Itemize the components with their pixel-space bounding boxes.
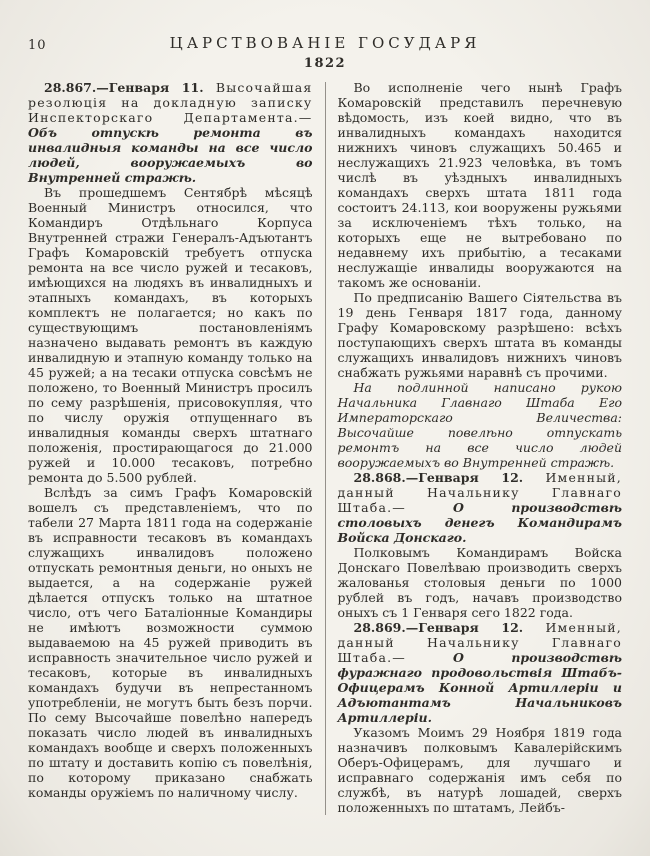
- entry-descriptor: Именный, данный Начальнику Главнаго Штаба.—: [337, 620, 622, 665]
- page-number: 10: [28, 38, 47, 53]
- paragraph: Вслѣдъ за симъ Графъ Комаровскій вошелъ съ представленіемъ, что по табели 27 Марта 1811 года на содержаніе въ исправности тесаковъ въ командахъ служащихъ инвалидовъ положено отпускать ремонтныя деньги, но оныхъ не выдается, а на содержаніе ружей дѣлается отпускъ только на штатное число, отъ чего Баталіонные Командиры не имѣютъ возможности суммою выдаваемою на 45 ружей приводить въ исправность значительное число ружей и тесаковъ, которые въ инвалидныхъ командахъ будучи въ непрестанномъ употребленіи, не могутъ быть безъ порчи. По сему Высочайше повелѣно напередъ показать число людей въ инвалидныхъ командахъ вообще и сверхъ положенныхъ по штату и доставить копію съ повелѣнія, по которому приказано снабжать команды оружіемъ по наличному числу.: [28, 485, 313, 800]
- running-title: ЦАРСТВОВАНІЕ ГОСУДАРЯ: [169, 34, 481, 52]
- entry-number: 28.869.—Генваря 12.: [353, 620, 524, 635]
- entry-heading-28869: [338, 620, 623, 725]
- paragraph: Въ прошедшемъ Сентябрѣ мѣсяцѣ Военный Министръ относился, что Командиръ Отдѣльнаго Корпуса Внутренней стражи Генералъ-Адъютантъ Графъ Комаровскій требуетъ отпуска ремонта на все число ружей и тесаковъ, имѣющихся на людяхъ въ инвалидныхъ и этапныхъ командахъ, въ которыхъ комплектъ не полагается; но какъ по существующимъ постановленіямъ назначено выдавать ремонтъ въ каждую инвалидную и этапную команду только на 45 ружей; а на тесаки отпуска совсѣмъ не положено, то Военный Министръ просилъ по сему разрѣшенія, присовокупляя, что по числу оружія отпущеннаго въ инвалидныя команды сверхъ штатнаго положенія, простирающагося до 21.000 ружей и 10.000 тесаковъ, потребно ремонта до 5.500 рублей.: [28, 185, 313, 485]
- entry-number: 28.868.—Генваря 12.: [353, 470, 524, 485]
- entry-title: О производствѣ столовыхъ денегъ Командирамъ Войска Донскаго.: [337, 500, 622, 545]
- entry-number: 28.867.—Генваря 11.: [44, 80, 204, 95]
- paragraph: По предписанію Вашего Сіятельства въ 19 день Генваря 1817 года, данному Графу Комаровскому разрѣшено: всѣхъ поступающихъ сверхъ штата въ команды служащихъ инвалидовъ нижнихъ чиновъ снабжать ружьями наравнѣ съ прочими.: [337, 290, 622, 380]
- entry-descriptor: Именный, данный Начальнику Главнаго Штаба.—: [337, 470, 622, 515]
- right-column: [326, 80, 623, 815]
- entry-title: О производствѣ фуражнаго продовольствія Штабъ-Офицерамъ Конной Артиллеріи и Адъютантамъ Начальниковъ Артиллеріи.: [337, 650, 622, 725]
- paragraph: Указомъ Моимъ 29 Ноября 1819 года назначивъ полковымъ Кавалерійскимъ Оберъ-Офицерамъ, для лучшаго и исправнаго содержанія имъ себя по службѣ, въ натурѣ лошадей, сверхъ положенныхъ по штатамъ, Лейбъ-: [337, 725, 622, 815]
- resolution-note: На подлинной написано рукою Начальника Главнаго Штаба Его Императорскаго Величества: Высочайше повелѣно отпускать ремонтъ на все число людей вооружаемыхъ во Внутренней стражѣ.: [337, 380, 622, 470]
- two-column-text-block: [0, 71, 650, 815]
- paragraph: Во исполненіе чего нынѣ Графъ Комаровскій представилъ перечневую вѣдомость, изъ коей видно, что въ инвалидныхъ командахъ находится нижнихъ чиновъ служащихъ 50.465 и неслужащихъ 21.923 человѣка, въ томъ числѣ въ уѣздныхъ инвалидныхъ командахъ сверхъ штата 1811 года состоитъ 24.113, кои вооружены ружьями за исключеніемъ тѣхъ только, на которыхъ еще не вытребовано по недавнему ихъ прибытію, а тесаками неслужащіе инвалиды вооружаются на такомъ же основаніи.: [337, 80, 622, 290]
- paragraph: Полковымъ Командирамъ Войска Донскаго Повелѣваю производить сверхъ жалованья столовыя деньги по 1000 рублей въ годъ, начавъ производство оныхъ съ 1 Генваря сего 1822 года.: [337, 545, 622, 620]
- entry-heading-28868: [338, 470, 623, 545]
- page-header: [0, 0, 650, 71]
- entry-title: Объ отпускѣ ремонта въ инвалидныя команды на все число людей, вооружаемыхъ во Внутренней стражѣ.: [28, 125, 313, 185]
- left-column: [28, 80, 325, 815]
- header-year: 1822: [303, 56, 347, 71]
- entry-heading-28867: [28, 80, 313, 185]
- entry-descriptor: Высочайшая резолюція на докладную записку Инспекторскаго Департамента.—: [28, 80, 313, 125]
